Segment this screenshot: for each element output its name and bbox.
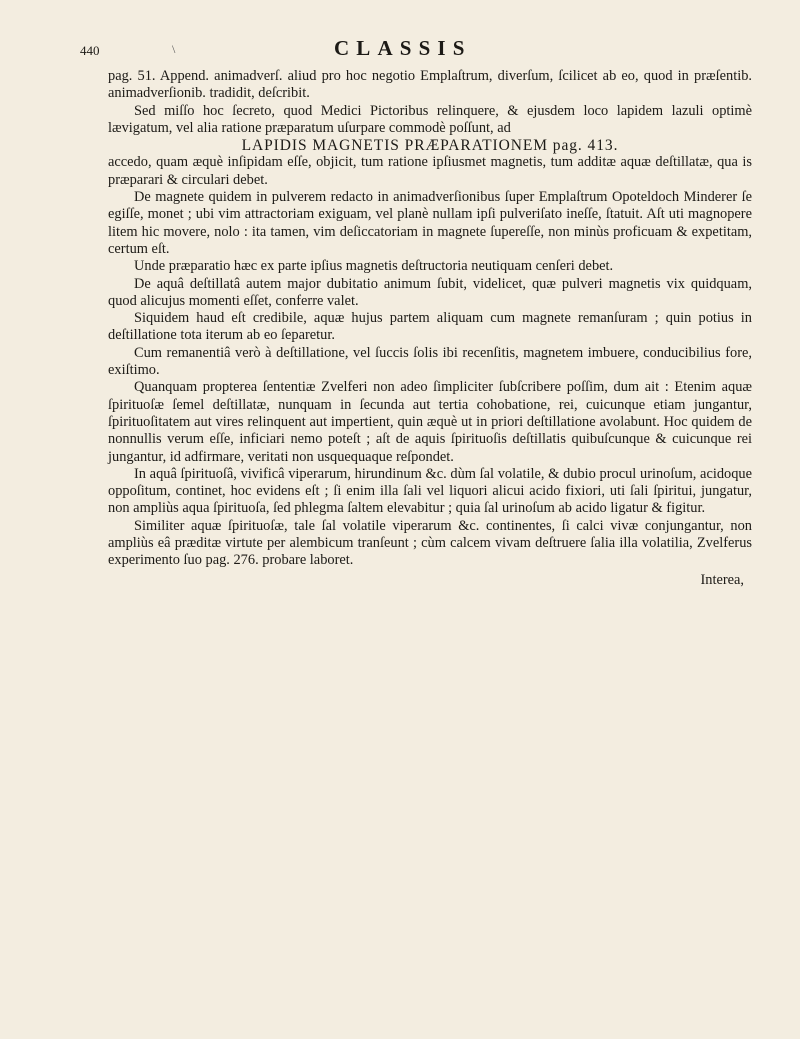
paragraph: Unde præparatio hæc ex parte ipſius magnetis deſtructoria neutiquam cenſeri debet. <box>134 258 614 275</box>
body-text <box>108 68 752 570</box>
catchword: Interea, <box>700 571 744 588</box>
paragraph: pag. 51. Append. animadverſ. aliud pro hoc negotio Emplaſtrum, diverſum, ſcilicet ab eo, quod in præſentib. animadverſionib. tradidit, deſcribit. <box>108 68 752 102</box>
paragraph: De aquâ deſtillatâ autem major dubitatio animum ſubit, videlicet, quæ pulveri magnetis vix quidquam, quod alicujus momenti eſſet, conferre valet. <box>108 275 752 309</box>
section-title: LAPIDIS MAGNETIS PRÆPARATIONEM pag. 413. <box>241 137 619 155</box>
paragraph: In aquâ ſpirituoſâ, vivificâ viperarum, hirundinum &c. dùm ſal volatile, & dubio procul urinoſum, acidoque oppoſitum, continet, hoc evidens eſt ; ſi enim illa ſali vel liquori alicui acido fixiori, uti ſali ſpiritui, jungatur, non ampliùs aqua ſpirituoſa, ſed phlegma ſaltem elevabitur ; quia ſal urinoſum ab acido ligatur & figitur. <box>108 465 752 517</box>
paragraph: accedo, quam æquè inſipidam eſſe, objicit, tum ratione ipſiusmet magnetis, tum additæ aquæ deſtillatæ, qua is præparari & circulari debet. <box>108 154 752 188</box>
page-header <box>80 36 752 62</box>
running-title: CLASSIS <box>334 36 472 60</box>
paragraph: De magnete quidem in pulverem redacto in animadverſionibus ſuper Emplaſtrum Opoteldoch Minderer ſe egiſſe, monet ; ubi vim attractoriam exiguam, vel planè nullam ipſi pulveriſato ineſſe, ſtatuit. Aſt uti magnopere litem hic movere, nolo : ita tamen, vim deſiccatoriam in magnete ſupereſſe, non minùs proficuam & expetitam, certum eſt. <box>108 189 752 257</box>
paragraph: Quanquam propterea ſententiæ Zvelferi non adeo ſimpliciter ſubſcribere poſſim, dum ait : Etenim aquæ ſpirituoſæ ſemel deſtillatæ, nunquam in ſecunda aut tertia cohobatione, rei, cuicunque etiam jungantur, ſpirituoſitatem aut vires relinquent aut impertient, quin æquè ut in priori deſtillatione avolabunt. Hoc quidem de nonnullis verum eſſe, inficiari nemo poteſt ; aſt de aquis ſpirituoſis deſtillatis quibuſcunque & cuicunque rei jungantur, id adfirmare, veritati non usquequaque reſpondet. <box>108 379 752 465</box>
page-number: 440 <box>80 43 100 58</box>
paragraph: Sed miſſo hoc ſecreto, quod Medici Pictoribus relinquere, & ejusdem loco lapidem lazuli optimè lævigatum, vel alia ratione præparatum uſurpare commodè poſſunt, ad <box>108 102 752 136</box>
paragraph: Siquidem haud eſt credibile, aquæ hujus partem aliquam cum magnete remanſuram ; quin potius in deſtillatione tota iterum ab eo ſeparetur. <box>108 310 752 344</box>
print-mark: \ <box>172 42 176 56</box>
paragraph: Similiter aquæ ſpirituoſæ, tale ſal volatile viperarum &c. continentes, ſi calci vivæ conjungantur, non ampliùs eâ præditæ virtute per alembicum tranſeunt ; cùm calcem vivam deſtruere ſalia illa volatilia, Zvelferus experimento ſuo pag. 276. probare laboret. <box>108 517 752 569</box>
paragraph: Cum remanentiâ verò à deſtillatione, vel ſuccis ſolis ibi recenſitis, magnetem imbuere, conducibilius fore, exiſtimo. <box>108 344 752 379</box>
